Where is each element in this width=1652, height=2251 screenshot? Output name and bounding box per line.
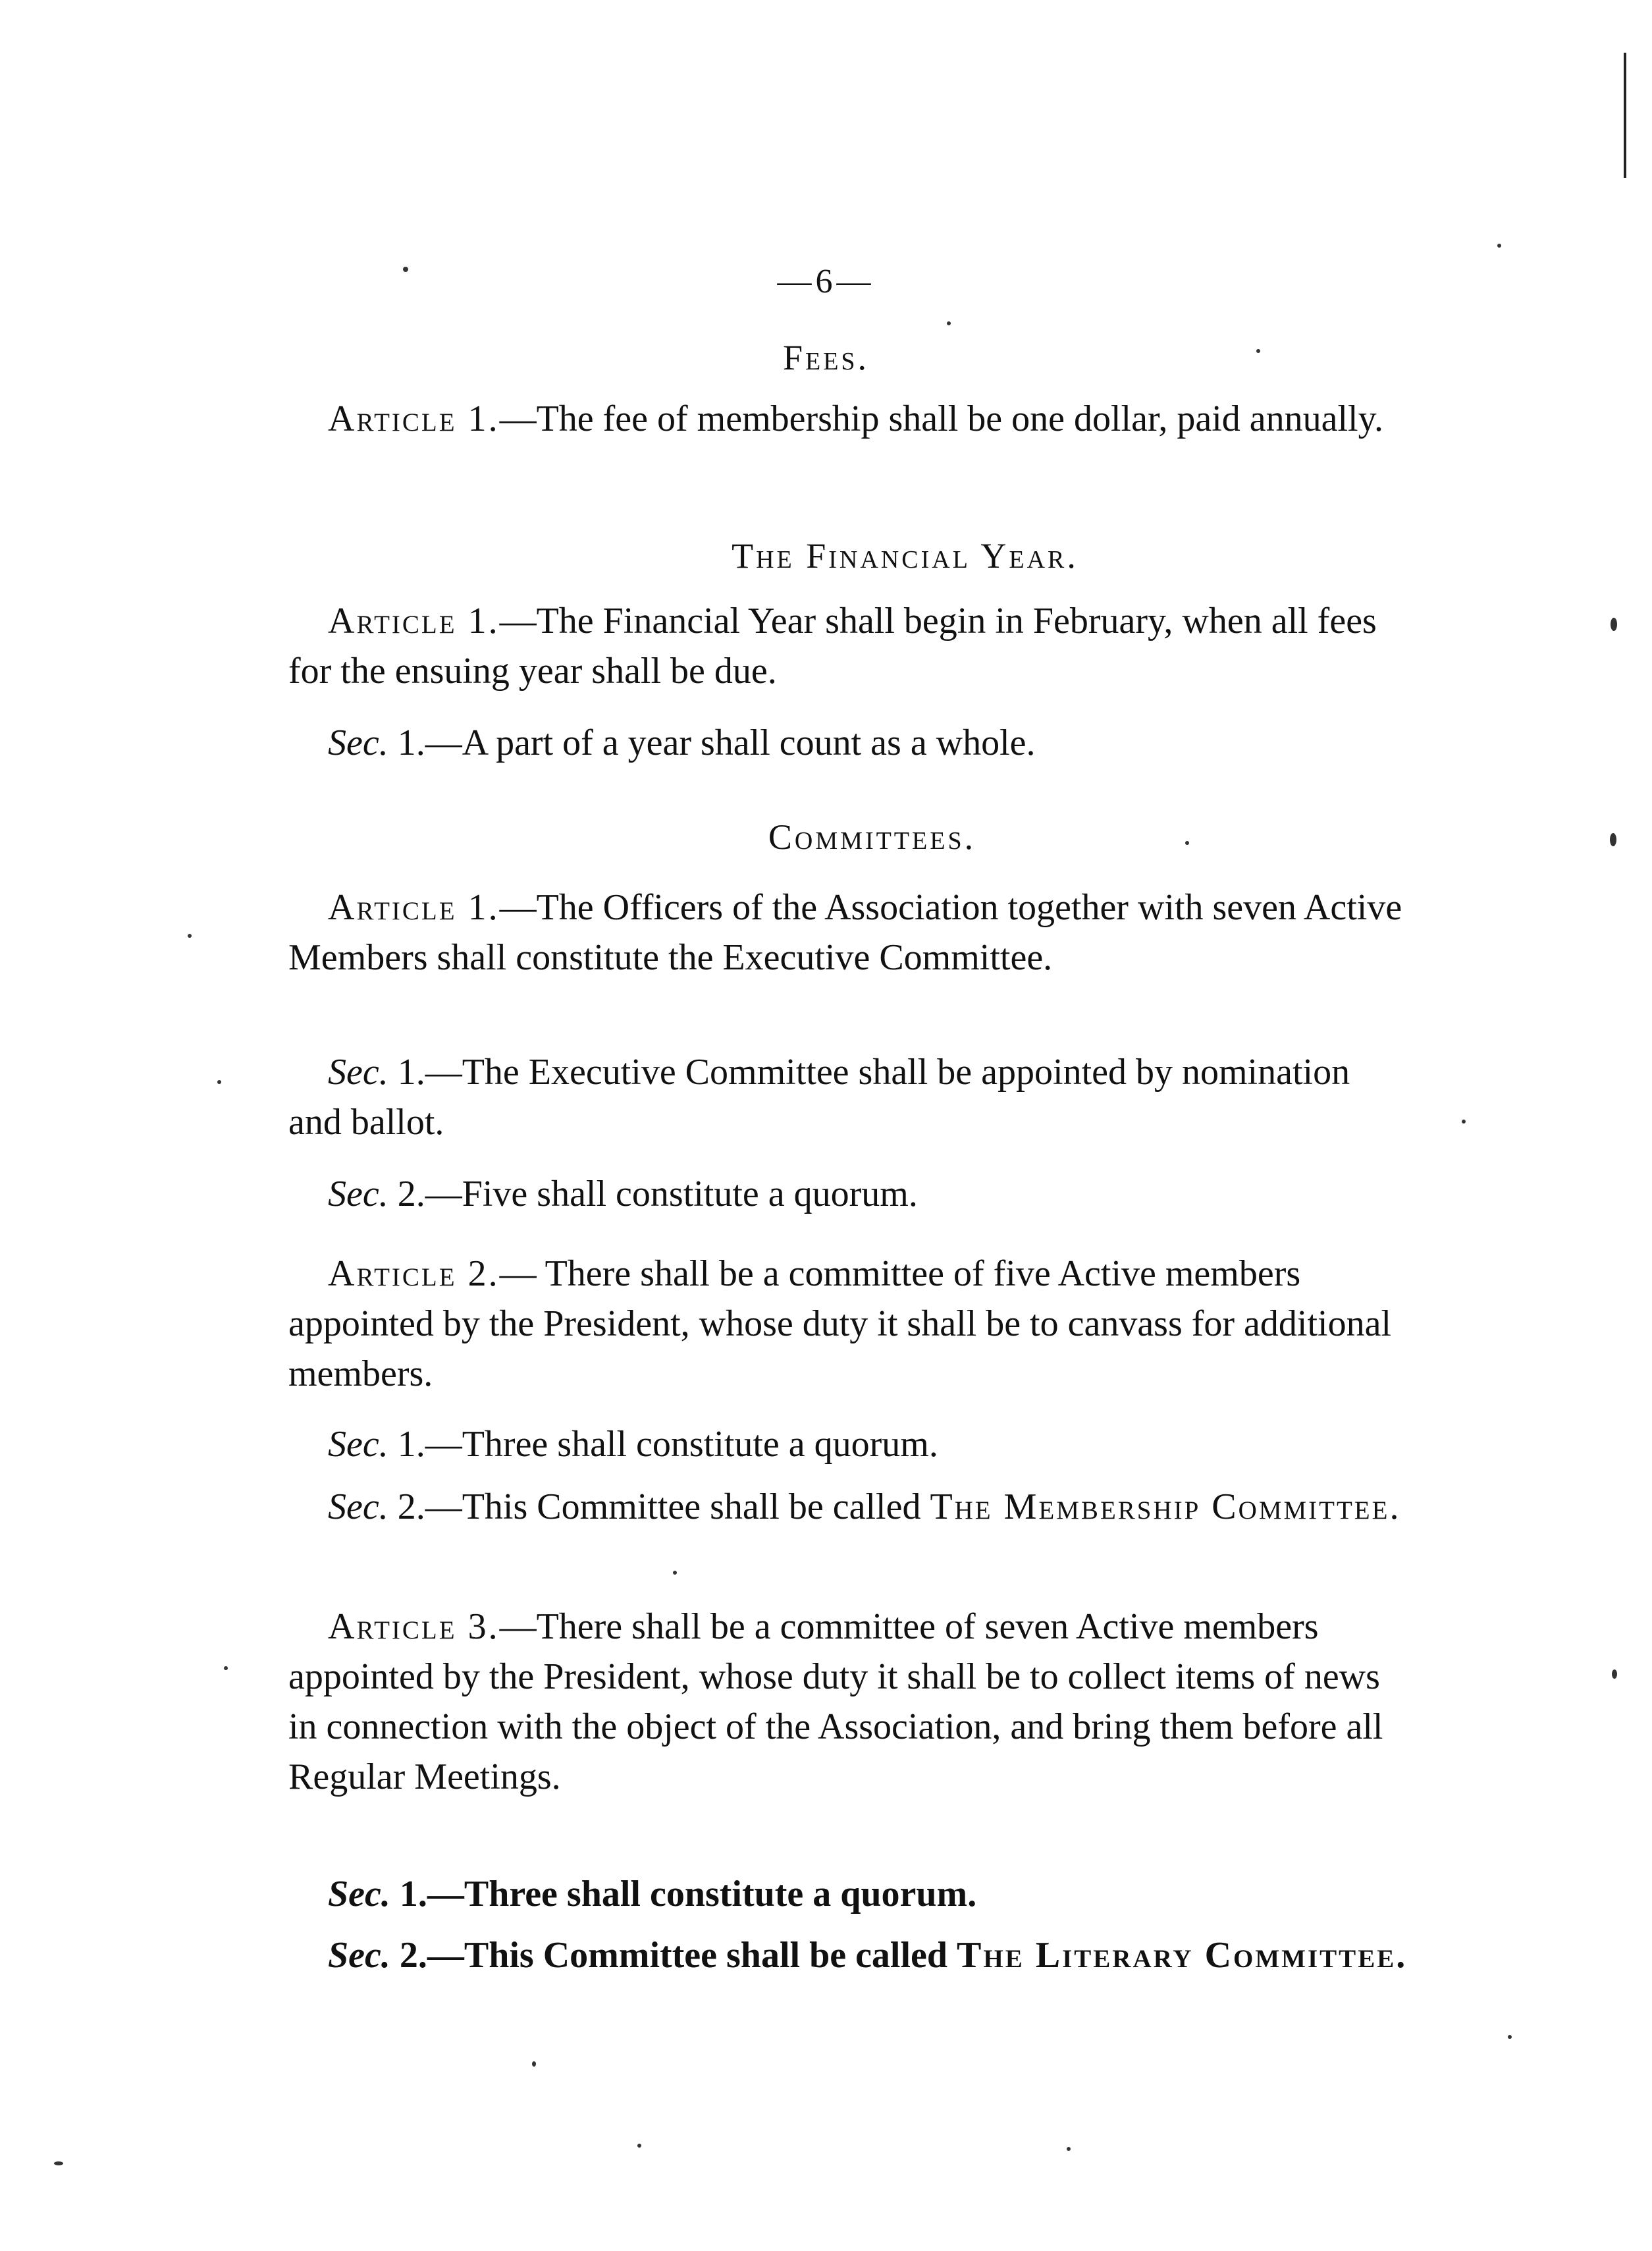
scan-speck <box>532 2061 536 2067</box>
fees-article-1 <box>288 394 1408 444</box>
article-text: —There shall be a committee of seven Active members appointed by the President, whose duty it shall be to collect items of news in connection with the object of the Association, and bring them before all Regular Meetings. <box>288 1606 1383 1797</box>
scan-speck <box>1256 349 1260 353</box>
financial-year-sec-1 <box>288 718 1408 768</box>
scan-speck <box>217 1080 221 1084</box>
scan-speck <box>673 1571 677 1575</box>
sec-label: Sec. <box>328 1424 388 1465</box>
page-number: —6— <box>777 263 875 300</box>
sec-text: 1.—Three shall constitute a quorum. <box>388 1424 938 1465</box>
committees-article-3-sec-1 <box>288 1869 1408 1919</box>
scan-speck <box>1610 833 1616 846</box>
article-label: Article 3. <box>328 1606 500 1647</box>
article-label: Article 1. <box>328 601 500 641</box>
committees-article-2-sec-2 <box>288 1482 1408 1532</box>
sec-label: Sec. <box>328 1174 388 1214</box>
scan-speck <box>54 2161 63 2165</box>
scan-speck <box>1185 841 1189 845</box>
scan-speck <box>1497 244 1501 248</box>
sec-text: 1.—A part of a year shall count as a whole. <box>388 722 1036 763</box>
sec-text: 1.—Three shall constitute a quorum. <box>390 1874 977 1914</box>
committee-name: The Membership Committee <box>930 1486 1390 1527</box>
committees-article-2 <box>288 1249 1408 1399</box>
sec-label: Sec. <box>328 1935 390 1976</box>
committees-article-2-sec-1 <box>288 1419 1408 1469</box>
heading-financial-year: The Financial Year. <box>732 536 1079 576</box>
article-text: —The Officers of the Association together with seven Active Members shall constitute the Executive Committee. <box>288 887 1402 978</box>
heading-fees: Fees. <box>782 338 870 377</box>
article-text: —The Financial Year shall begin in February, when all fees for the ensuing year shall be due. <box>288 601 1377 692</box>
committees-article-1-sec-2 <box>288 1169 1408 1219</box>
sentence-end: . <box>1396 1935 1406 1976</box>
sec-label: Sec. <box>328 1486 388 1527</box>
committees-article-3-sec-2 <box>288 1930 1408 1980</box>
scan-speck <box>947 321 951 325</box>
committees-article-3 <box>288 1602 1408 1802</box>
scan-speck <box>1508 2035 1512 2039</box>
article-text: — There shall be a committee of five Active members appointed by the President, whose duty it shall be to canvass for additional members. <box>288 1253 1391 1394</box>
article-label: Article 1. <box>328 887 500 928</box>
committees-article-1 <box>288 882 1408 983</box>
article-text: —The fee of membership shall be one dollar, paid annually. <box>499 398 1383 439</box>
sec-label: Sec. <box>328 1052 388 1093</box>
sec-label: Sec. <box>328 1874 390 1914</box>
committees-article-1-sec-1 <box>288 1047 1408 1147</box>
scan-speck <box>1612 1669 1617 1679</box>
scan-speck <box>1611 618 1617 631</box>
sec-label: Sec. <box>328 722 388 763</box>
sec-text: 2.—Five shall constitute a quorum. <box>388 1174 918 1214</box>
heading-committees: Committees. <box>768 817 976 857</box>
sec-text: 2.—This Committee shall be called <box>388 1486 930 1527</box>
scan-speck <box>403 267 408 272</box>
scan-speck <box>1462 1120 1466 1124</box>
article-label: Article 1. <box>328 398 500 439</box>
sec-text: 2.—This Committee shall be called <box>390 1935 957 1976</box>
scan-speck <box>188 934 192 938</box>
scan-speck <box>1067 2147 1071 2151</box>
financial-year-article-1 <box>288 596 1408 696</box>
scan-speck <box>637 2144 641 2148</box>
article-label: Article 2. <box>328 1253 500 1294</box>
scan-edge-mark <box>1624 53 1626 178</box>
sec-text: 1.—The Executive Committee shall be appointed by nomination and ballot. <box>288 1052 1350 1143</box>
sentence-end: . <box>1389 1486 1399 1527</box>
committee-name: The Literary Committee <box>957 1935 1397 1976</box>
scan-speck <box>224 1666 228 1670</box>
